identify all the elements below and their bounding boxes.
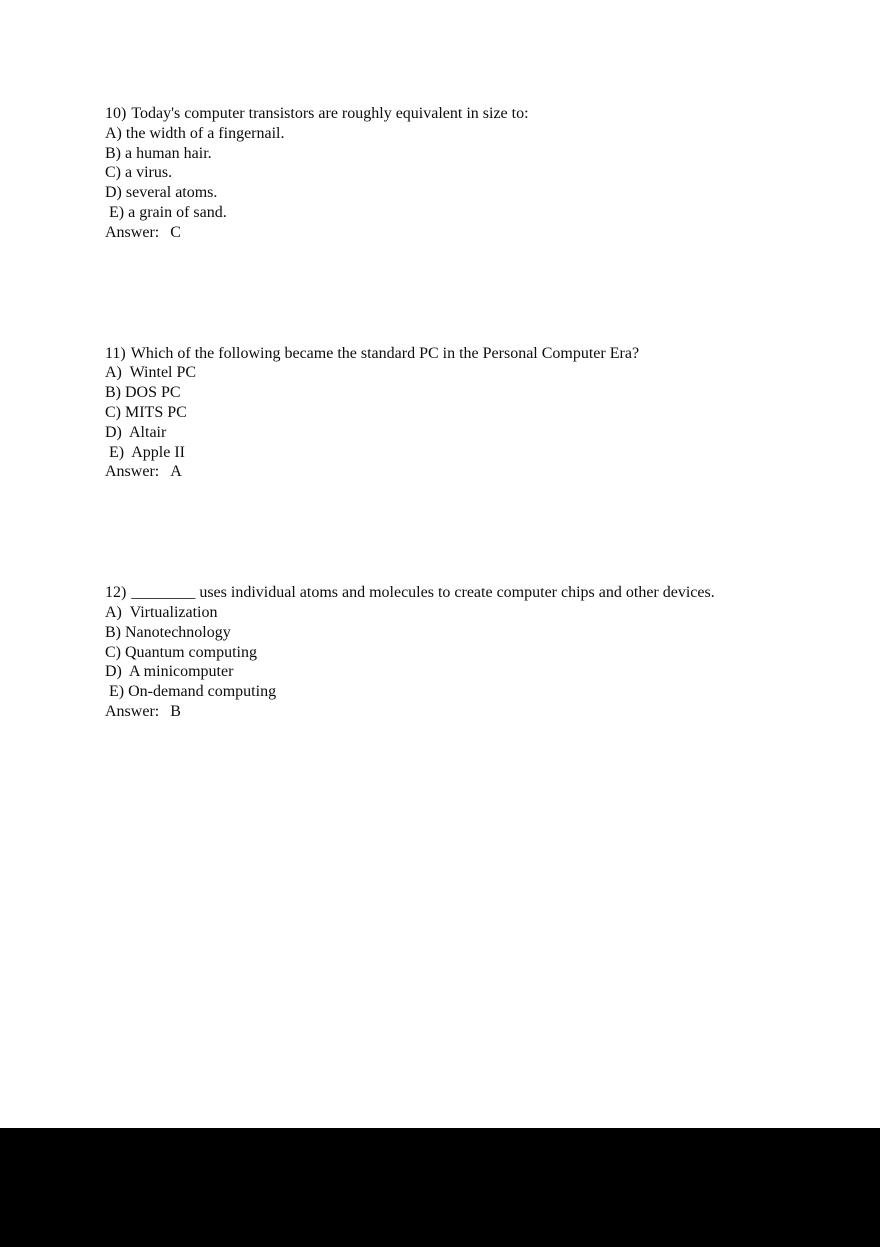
question-stem: Today's computer transistors are roughly equivalent in size to: [131,105,529,122]
question-stem: Which of the following became the standard PC in the Personal Computer Era? [130,344,640,362]
question-number: 12) [105,584,127,602]
option-line [105,682,820,702]
option-line [105,443,820,463]
option-line [105,124,820,144]
answer-line [105,702,820,722]
question-text [105,344,820,364]
option-line [105,203,820,223]
option-c: C) Quantum computing [105,643,257,661]
question-block-11 [105,344,820,483]
answer-value: A [170,463,182,481]
option-line [105,603,820,623]
option-line [105,423,820,443]
option-b: B) Nanotechnology [105,623,231,641]
option-line [105,643,820,663]
option-a: A) Wintel PC [105,364,197,382]
answer-value: C [170,223,181,241]
option-c: C) a virus. [105,164,173,182]
option-line [105,363,820,383]
answer-label: Answer: [105,702,160,720]
option-e: E) On-demand computing [105,683,277,701]
question-number: 10) [105,105,127,122]
option-d: D) several atoms. [105,184,218,202]
answer-value: B [170,702,181,720]
answer-label: Answer: [105,223,160,241]
question-block-10 [105,104,820,243]
option-e: E) Apple II [105,443,185,461]
option-e: E) a grain of sand. [105,203,227,221]
answer-line [105,223,820,243]
option-d: D) A minicomputer [105,663,234,681]
option-line [105,183,820,203]
viewer-background [0,1128,880,1247]
option-d: D) Altair [105,423,167,441]
question-text [105,104,820,124]
question-text [105,583,820,603]
option-line [105,662,820,682]
option-a: A) the width of a fingernail. [105,124,285,142]
option-line [105,383,820,403]
option-b: B) DOS PC [105,384,181,402]
question-block-12 [105,583,820,722]
option-line [105,163,820,183]
answer-line [105,462,820,482]
option-line [105,144,820,164]
option-b: B) a human hair. [105,144,212,162]
question-number: 11) [105,344,126,362]
option-a: A) Virtualization [105,603,218,621]
option-line [105,623,820,643]
option-line [105,403,820,423]
answer-label: Answer: [105,463,160,481]
option-c: C) MITS PC [105,403,187,421]
question-stem: ________ uses individual atoms and molecules to create computer chips and other devices. [131,584,715,602]
